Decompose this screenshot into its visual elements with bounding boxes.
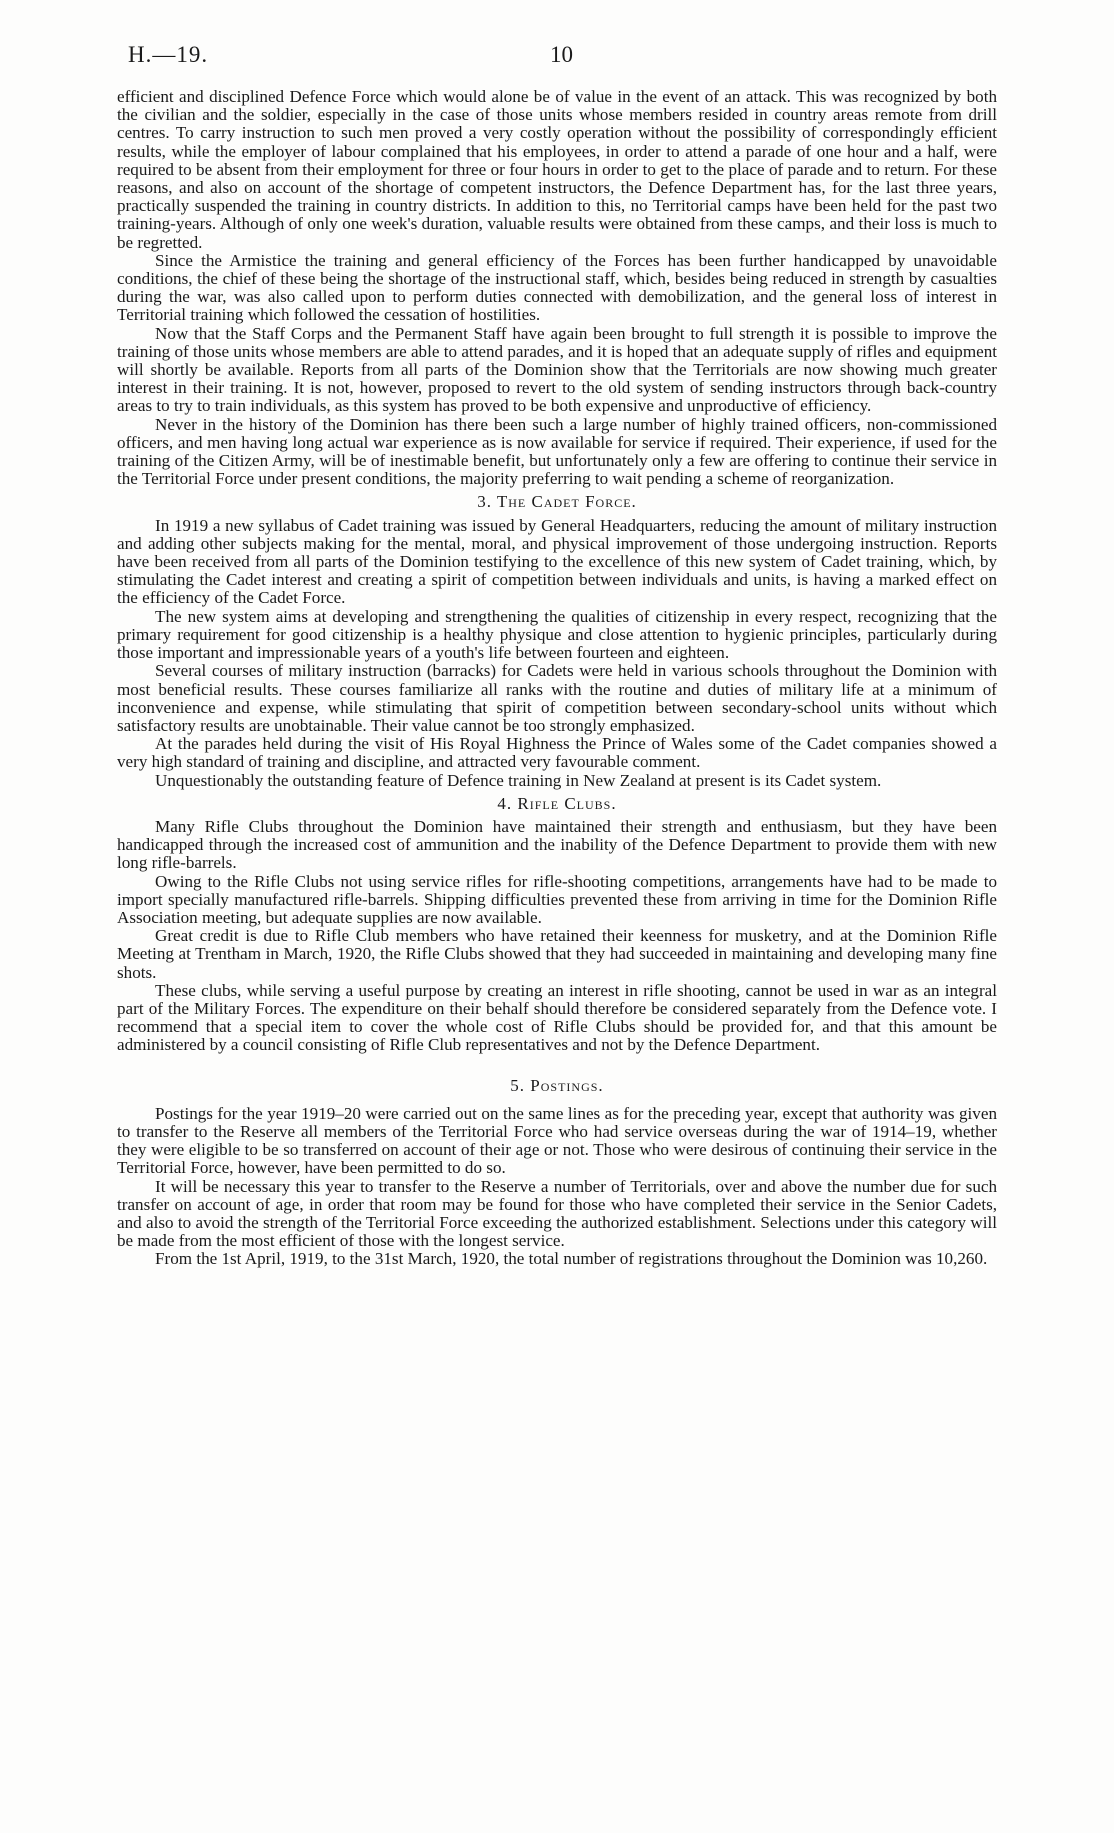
paragraph: The new system aims at developing and strengthening the qualities of citizenship in every respect, recognizing that the primary requirement for good citizenship is a healthy physique and close attention to hygienic principles, particularly during those important and impressionable years of a youth's life between fourteen and eighteen. (117, 606, 997, 663)
paragraph: Since the Armistice the training and general efficiency of the Forces has been further handicapped by unavoidable conditions, the chief of these being the shortage of the instructional staff, which, besides being reduced in strength by casualties during the war, was also called upon to perform duties connected with demobilization, and the general loss of interest in Territorial training which followed the cessation of hostilities. (117, 250, 997, 325)
paragraph: Postings for the year 1919–20 were carried out on the same lines as for the preceding year, except that authority was given to transfer to the Reserve all members of the Territorial Force who had service overseas during the war of 1914–19, whether they were eligible to be so transferred on account of their age or not. Those who were desirous of continuing their service in the Territorial Force, however, have been permitted to do so. (117, 1103, 997, 1178)
paragraph: These clubs, while serving a useful purpose by creating an interest in rifle shooting, cannot be used in war as an integral part of the Military Forces. The expenditure on their behalf should therefore be considered separately from the Defence vote. I recommend that a special item to cover the whole cost of Rifle Clubs should be provided for, and that this amount be administered by a council consisting of Rifle Club representatives and not by the Defence Department. (117, 980, 997, 1055)
section-heading-cadet-force: 3. The Cadet Force. (477, 492, 637, 512)
paragraph: Several courses of military instruction (barracks) for Cadets were held in various schools throughout the Dominion with most beneficial results. These courses familiarize all ranks with the routine and duties of military life at a minimum of inconvenience and expense, while stimulating that spirit of competition between secondary-school units without which satisfactory results are unobtainable. Their value cannot be too strongly emphasized. (117, 661, 997, 735)
paragraph: It will be necessary this year to transfer to the Reserve a number of Territorials, over and above the number due for such transfer on account of age, in order that room may be found for those who have completed their service in the Senior Cadets, and also to avoid the strength of the Territorial Force exceeding the authorized establishment. Selections under this category will be made from the most efficient of those with the longest service. (117, 1176, 997, 1251)
paragraph: Many Rifle Clubs throughout the Dominion have maintained their strength and enthusiasm, but they have been handicapped through the increased cost of ammunition and the inability of the Defence Department to provide them with new long rifle-barrels. (117, 816, 997, 873)
paragraph: Unquestionably the outstanding feature of Defence training in New Zealand at present is its Cadet system. (155, 770, 882, 790)
paragraph: Now that the Staff Corps and the Permanent Staff have again been brought to full strength it is possible to improve the training of those units whose members are able to attend parades, and it is hoped that an adequate supply of rifles and equipment will shortly be available. Reports from all parts of the Dominion show that the Territorials are now showing much greater interest in their training. It is not, however, proposed to revert to the old system of sending instructors through back-country areas to try to train individuals, as this system has proved to be both expensive and unproductive of efficiency. (117, 323, 997, 416)
document-body (117, 88, 997, 1269)
page-number: 10 (550, 42, 573, 67)
paragraph: Owing to the Rifle Clubs not using service rifles for rifle-shooting competitions, arrangements have had to be made to import specially manufactured rifle-barrels. Shipping difficulties prevented these from arriving in time for the Dominion Rifle Association meeting, but adequate supplies are now available. (117, 871, 997, 927)
paragraph: In 1919 a new syllabus of Cadet training was issued by General Headquarters, reducing the amount of military instruction and adding other subjects making for the mental, moral, and physical improvement of those undergoing instruction. Reports have been received from all parts of the Dominion testifying to the excellence of this new system of Cadet training, which, by stimulating the Cadet interest and creating a spirit of competition between individuals and units, is having a marked effect on the efficiency of the Cadet Force. (117, 515, 997, 608)
paragraph: efficient and disciplined Defence Force which would alone be of value in the event of an attack. This was recognized by both the civilian and the soldier, especially in the case of those units whose members resided in country areas remote from drill centres. To carry instruction to such men proved a very costly operation without the possibility of correspondingly efficient results, while the employer of labour complained that his employees, in order to attend a parade of one hour and a half, were required to be absent from their employment for three or four hours in order to get to the place of parade and to return. For these reasons, and also on account of the shortage of competent instructors, the Defence Department has, for the last three years, practically suspended the training in country districts. In addition to this, no Territorial camps have been held for the past two training-years. Although of only one week's duration, valuable results were obtained from these camps, and their loss is much to be regretted. (117, 87, 997, 252)
paragraph: Never in the history of the Dominion has there been such a large number of highly trained officers, non-commissioned officers, and men having long actual war experience as is now available for service if required. Their experience, if used for the training of the Citizen Army, will be of inestimable benefit, but unfortunately only a few are offering to continue their service in the Territorial Force under present conditions, the majority preferring to wait pending a scheme of reorganization. (117, 414, 997, 489)
paragraph: From the 1st April, 1919, to the 31st March, 1920, the total number of registrations throughout the Dominion was 10,260. (155, 1249, 988, 1269)
section-heading-rifle-clubs: 4. Rifle Clubs. (497, 793, 617, 813)
document-reference: H.—19. (128, 42, 209, 67)
section-heading-postings: 5. Postings. (510, 1075, 604, 1095)
paragraph: Great credit is due to Rifle Club members who have retained their keenness for musketry, and at the Dominion Rifle Meeting at Trentham in March, 1920, the Rifle Clubs showed that they had succeeded in maintaining and developing many fine shots. (117, 926, 997, 982)
paragraph: At the parades held during the visit of His Royal Highness the Prince of Wales some of the Cadet companies showed a very high standard of training and discipline, and attracted very favourable comment. (117, 734, 997, 772)
page-header (100, 42, 1000, 72)
